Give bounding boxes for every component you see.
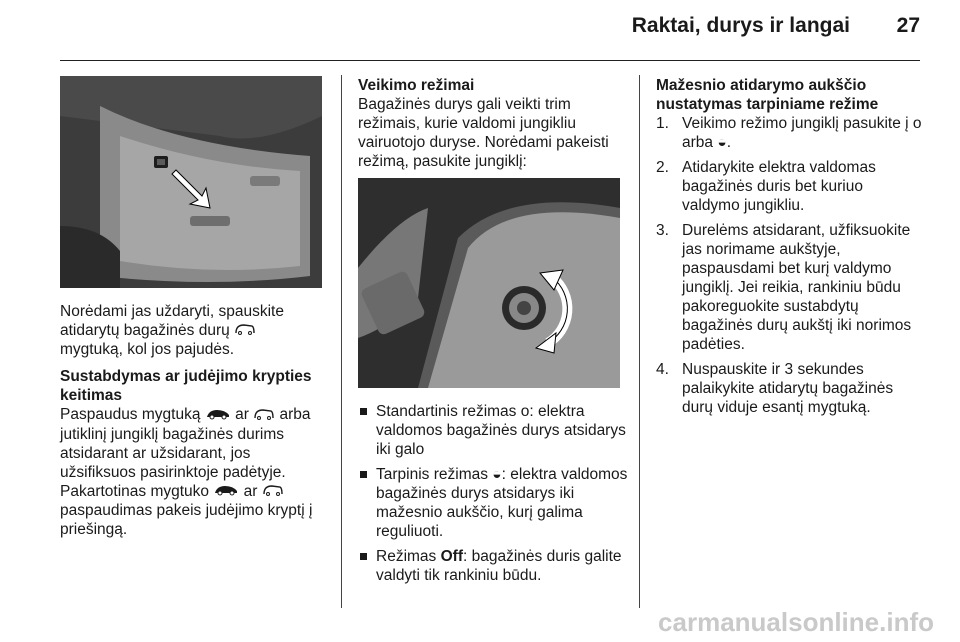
- close-text-b: mygtuką, kol jos pajudės.: [60, 341, 235, 359]
- tailgate-open-icon: [262, 482, 284, 501]
- tailgate-open-icon: [253, 406, 275, 425]
- step-text: Durelėms atsidarant, užfiksuokite jas norimame aukštyje, paspausdami bet kurį valdymo jungiklį. Jei reikia, rankiniu būdu pakoreguokite sustabdytų bagažinės durų aukštį iki norimos padėties.: [682, 222, 912, 353]
- list-item: [656, 114, 924, 152]
- stop-text-a: Paspaudus mygtuką: [60, 406, 201, 424]
- bullet-marker: [360, 471, 367, 478]
- close-text-a: Norėdami jas uždaryti, spauskite atidarytų bagažinės durų: [60, 303, 284, 339]
- column-middle: [358, 76, 628, 171]
- bullet-text: Tarpinis režimas ◒: elektra valdomos bagažinės durys atsidarys iki mažesnio aukščio, kurį galima reguliuoti.: [376, 466, 628, 540]
- stop-text-c: arba jutiklinį jungiklį bagažinės durims atsidarant ar užsidarant, jos užsifiksuos pasirinktoje padėtyje. Pakartotinas mygtuko: [60, 406, 311, 500]
- list-item: [656, 221, 924, 354]
- list-item: [358, 547, 630, 585]
- bullet-text: Režimas: [376, 548, 437, 565]
- header-rule: [60, 60, 920, 61]
- bullet-marker: [360, 553, 367, 560]
- step-text: Nuspauskite ir 3 sekundes palaikykite atidarytų bagažinės durų viduje esantį mygtuką.: [682, 361, 894, 416]
- modes-intro: Bagažinės durys gali veikti trim režimais, kurie valdomi jungikliu vairuotojo duryse. Norėdami pakeisti režimą, pasukite jungiklį:: [358, 96, 609, 170]
- page-header-title: Raktai, durys ir langai: [631, 14, 850, 37]
- off-label: Off: [440, 548, 463, 565]
- step-number: 4.: [656, 361, 669, 378]
- list-item: [358, 465, 630, 541]
- tailgate-open-icon: [234, 321, 256, 340]
- step-text: Veikimo režimo jungiklį pasukite į o arba ◒.: [682, 115, 922, 151]
- bullet-marker: [360, 408, 367, 415]
- column-right: [656, 76, 924, 417]
- list-item: [656, 360, 924, 417]
- stop-text-d: ar: [243, 482, 258, 500]
- column-left: [60, 302, 330, 539]
- list-item: [358, 402, 630, 459]
- stop-text-e: paspaudimas pakeis judėjimo kryptį į priešingą.: [60, 502, 313, 539]
- column-divider-left: [341, 75, 342, 608]
- close-instruction: [60, 302, 330, 359]
- section-heading-modes: Veikimo režimai: [358, 77, 475, 94]
- bullet-text: Standartinis režimas o: elektra valdomos bagažinės durys atsidarys iki galo: [376, 403, 626, 458]
- switch-photo: [358, 178, 620, 388]
- step-number: 1.: [656, 115, 669, 132]
- mode-switch-illustration: [358, 178, 620, 388]
- mode-list: [358, 402, 630, 585]
- section-heading-stop: Sustabdymas ar judėjimo krypties keitimas: [60, 368, 312, 405]
- stop-paragraph: [60, 405, 330, 539]
- section-heading-height: Mažesnio atidarymo aukščio nustatymas tarpiniame režime: [656, 77, 879, 113]
- step-text: Atidarykite elektra valdomas bagažinės duris bet kuriuo valdymo jungikliu.: [682, 159, 876, 214]
- bullet-text: : bagažinės duris galite valdyti tik rankiniu būdu.: [376, 548, 622, 584]
- list-item: [656, 158, 924, 215]
- step-number: 2.: [656, 159, 669, 176]
- page-number: 27: [896, 14, 920, 37]
- car-key-icon: [213, 482, 239, 501]
- watermark: carmanualsonline.info: [658, 607, 934, 637]
- stop-text-b: ar: [235, 406, 249, 424]
- car-key-icon: [205, 406, 231, 425]
- tailgate-photo: [60, 76, 322, 288]
- column-divider-right: [639, 75, 640, 608]
- step-number: 3.: [656, 222, 669, 239]
- steps-list: [656, 114, 924, 417]
- tailgate-illustration: [60, 76, 322, 288]
